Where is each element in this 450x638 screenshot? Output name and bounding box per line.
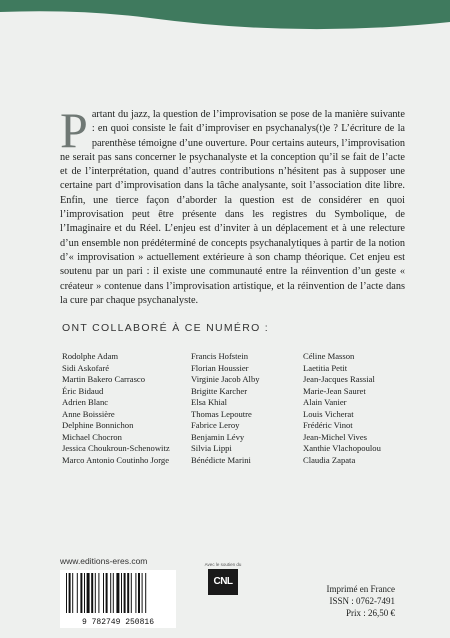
contributor-name: Frédéric Vinot — [303, 420, 353, 430]
contributor-name: Florian Houssier — [191, 362, 249, 373]
contributors-heading: ONT COLLABORÉ À CE NUMÉRO : — [62, 322, 270, 334]
contributor-name: Francis Hofstein — [191, 351, 249, 361]
contributors-column-1 — [62, 351, 170, 466]
price: Prix : 26,50 € — [345, 608, 395, 618]
contributor-name: Delphine Bonnichon — [62, 420, 134, 430]
contributor-name: Alain Vanier — [303, 397, 347, 407]
contributor-name: Claudia Zapata — [303, 454, 356, 465]
contributor-name: Silvia Lippi — [191, 443, 232, 453]
contributor-name: Thomas Lepoutre — [191, 408, 252, 419]
contributor-name: Benjamin Lévy — [191, 431, 245, 442]
contributor-name: Bénédicte Marini — [191, 454, 251, 465]
issn: ISSN : 0762-7491 — [329, 596, 395, 606]
cnl-logo: CNL — [208, 569, 238, 595]
intro-text-block — [60, 102, 405, 308]
contributors-column-3 — [303, 351, 381, 466]
publisher-website: www.editions-eres.com — [60, 556, 148, 566]
contributor-name: Fabrice Leroy — [191, 420, 240, 430]
contributor-name: Sidi Askofaré — [62, 362, 110, 373]
contributor-name: Jean-Jacques Rassial — [303, 374, 375, 384]
cnl-support — [196, 562, 250, 595]
contributor-name: Xanthie Vlachopoulou — [303, 443, 381, 453]
contributor-name: Marco Antonio Coutinho Jorge — [62, 454, 170, 465]
cnl-caption: Avec le soutien du — [204, 562, 242, 567]
contributor-name: Jean-Michel Vives — [303, 431, 367, 442]
contributor-name: Brigitte Karcher — [191, 385, 248, 396]
contributor-name: Anne Boissière — [62, 408, 115, 419]
top-color-band — [0, 0, 450, 40]
contributor-name: Louis Vicherat — [303, 408, 354, 419]
contributor-name: Marie-Jean Sauret — [303, 385, 366, 396]
contributor-name: Rodolphe Adam — [62, 351, 119, 361]
contributors-column-2 — [191, 351, 260, 466]
contributor-name: Jessica Choukroun-Schenowitz — [62, 443, 170, 453]
printed-in: Imprimé en France — [326, 584, 395, 594]
contributor-name: Virginie Jacob Alby — [191, 374, 260, 384]
contributor-name: Laetitia Petit — [303, 362, 348, 373]
intro-paragraph: artant du jazz, la question de l’improvisation se pose de la manière suivante : en quoi consiste le fait d’improviser en psychanalys(t)e ? L’écriture de la parenthèse témoigne d’une ouverture. Pour certains auteurs, l’improvisation ne serait pas sans concerner le psychanalyste et la conception qu’il se fait de l’acte et de l’interprétation, quand d’autres contributions n’hésitent pas à supposer une certaine part d’improvisation dans la tâche analysante, soit l’association dite libre. Enfin, une tierce façon d’aborder la question est de considérer en quoi l’improvisation peut être présente dans les registres du Symbolique, de l’Imaginaire et du Réel. L’enjeu est d’inviter à un déplacement et à une relecture d’un ensemble non prédéterminé de concepts psychanalytiques à partir de la notion d’« improvisation » actuellement extérieure à son champ théorique. Cet enjeu est soutenu par un pari : il existe une communauté entre la réinvention d’un geste « créateur » contenue dans l’improvisation artistique, et la réinvention de l’acte dans la cure par chaque psychanalyste. — [60, 109, 405, 306]
contributor-name: Elsa Khial — [191, 397, 228, 407]
barcode-number: 9 782749 250816 — [60, 618, 176, 627]
contributor-name: Martin Bakero Carrasco — [62, 374, 146, 384]
isbn-barcode — [60, 570, 176, 628]
contributor-name: Céline Masson — [303, 351, 355, 361]
drop-cap: P — [60, 102, 88, 158]
contributor-name: Michael Chocron — [62, 431, 122, 442]
contributor-name: Éric Bidaud — [62, 385, 104, 396]
print-info — [327, 583, 395, 619]
contributor-name: Adrien Blanc — [62, 397, 109, 407]
